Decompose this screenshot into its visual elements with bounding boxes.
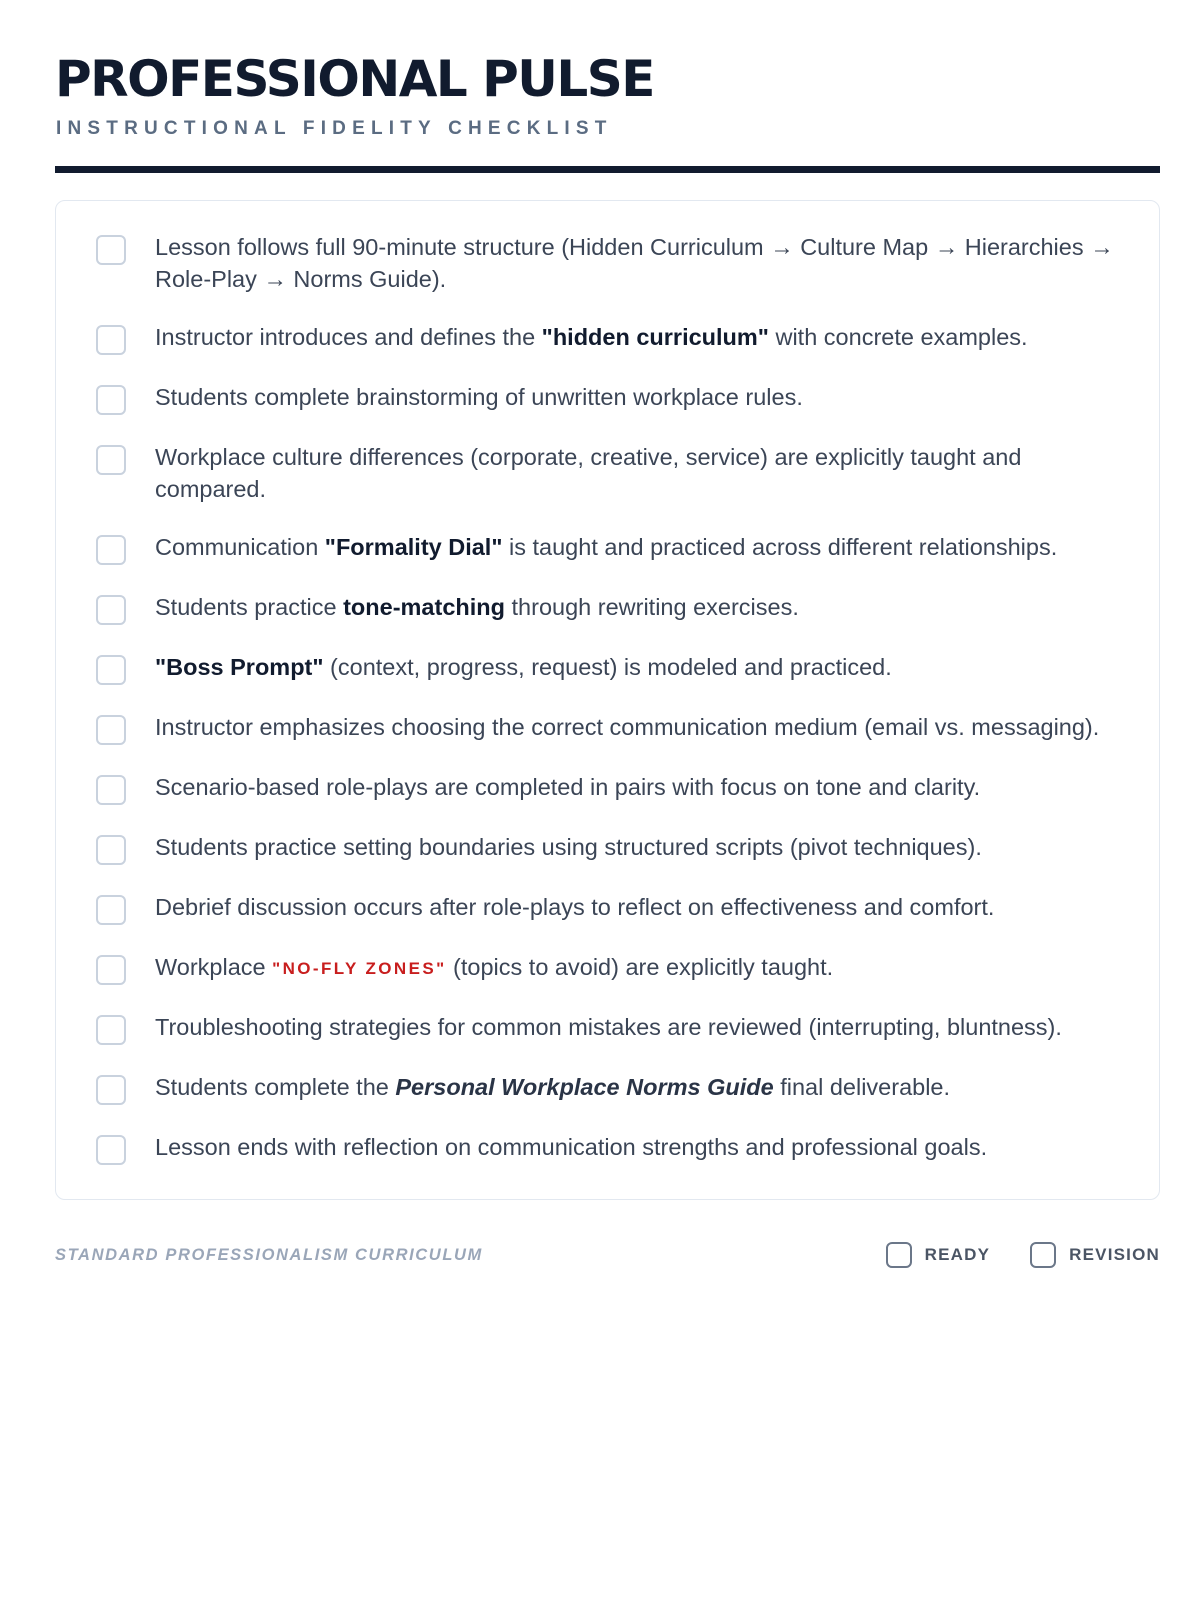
checklist-item-text bbox=[155, 951, 1119, 985]
checklist-item[interactable] bbox=[96, 531, 1119, 565]
checklist-checkbox[interactable] bbox=[96, 775, 126, 805]
checklist-item[interactable] bbox=[96, 1071, 1119, 1105]
checklist-checkbox[interactable] bbox=[96, 835, 126, 865]
highlighted-term: "hidden curriculum" bbox=[541, 324, 769, 350]
checklist-checkbox[interactable] bbox=[96, 655, 126, 685]
item-text-segment: Lesson follows full 90-minute structure (Hidden Curriculum → Culture Map → Hierarchies → Role-Play → Norms Guide). bbox=[155, 234, 1114, 292]
item-text-segment: is taught and practiced across different relationships. bbox=[502, 534, 1058, 560]
item-text-segment: Troubleshooting strategies for common mistakes are reviewed (interrupting, bluntness). bbox=[155, 1014, 1062, 1040]
item-text-segment: (topics to avoid) are explicitly taught. bbox=[446, 954, 834, 980]
checklist-item[interactable] bbox=[96, 951, 1119, 985]
checklist-checkbox[interactable] bbox=[96, 235, 126, 265]
checklist-item[interactable] bbox=[96, 711, 1119, 745]
checklist-item-text bbox=[155, 891, 1119, 923]
header bbox=[55, 0, 1160, 173]
curriculum-label: STANDARD PROFESSIONALISM CURRICULUM bbox=[55, 1245, 483, 1264]
checklist-checkbox[interactable] bbox=[96, 445, 126, 475]
checklist-checkbox[interactable] bbox=[96, 595, 126, 625]
item-text-segment: Instructor introduces and defines the bbox=[155, 324, 542, 350]
checklist-item-text bbox=[155, 231, 1119, 295]
item-text-segment: Workplace bbox=[155, 954, 273, 980]
item-text-segment: Debrief discussion occurs after role-plays to reflect on effectiveness and comfort. bbox=[155, 894, 995, 920]
checklist-checkbox[interactable] bbox=[96, 325, 126, 355]
checklist-item-text bbox=[155, 771, 1119, 803]
item-text-segment: final deliverable. bbox=[773, 1074, 951, 1100]
item-text-segment: Communication bbox=[155, 534, 325, 560]
item-text-segment: through rewriting exercises. bbox=[505, 594, 799, 620]
checklist-item-text bbox=[155, 531, 1119, 563]
checklist-item-text bbox=[155, 711, 1119, 743]
checklist-page bbox=[55, 0, 1160, 1268]
checklist-item[interactable] bbox=[96, 591, 1119, 625]
checklist-item-text bbox=[155, 321, 1119, 353]
ready-checkbox[interactable] bbox=[886, 1242, 912, 1268]
checklist-item[interactable] bbox=[96, 231, 1119, 295]
checklist-checkbox[interactable] bbox=[96, 1135, 126, 1165]
checklist-item-text bbox=[155, 381, 1119, 413]
item-text-segment: Students practice bbox=[155, 594, 344, 620]
checklist-item-text bbox=[155, 441, 1119, 505]
page-title: PROFESSIONAL PULSE bbox=[55, 50, 654, 108]
checklist-checkbox[interactable] bbox=[96, 1015, 126, 1045]
highlighted-term: Personal Workplace Norms Guide bbox=[395, 1074, 774, 1100]
highlighted-term: "Boss Prompt" bbox=[155, 654, 324, 680]
item-text-segment: Workplace culture differences (corporate, creative, service) are explicitly taught and compared. bbox=[155, 444, 1022, 502]
highlighted-term: "NO-FLY ZONES" bbox=[272, 959, 447, 978]
checklist-item[interactable] bbox=[96, 831, 1119, 865]
status-group bbox=[846, 1242, 1160, 1268]
checklist-item[interactable] bbox=[96, 1131, 1119, 1165]
revision-label: REVISION bbox=[1069, 1245, 1160, 1264]
header-divider bbox=[55, 166, 1160, 173]
item-text-segment: Lesson ends with reflection on communication strengths and professional goals. bbox=[155, 1134, 988, 1160]
checklist-checkbox[interactable] bbox=[96, 895, 126, 925]
revision-checkbox[interactable] bbox=[1030, 1242, 1056, 1268]
item-text-segment: with concrete examples. bbox=[768, 324, 1028, 350]
checklist-item[interactable] bbox=[96, 321, 1119, 355]
footer bbox=[55, 1242, 1160, 1268]
highlighted-term: tone-matching bbox=[343, 594, 505, 620]
checklist-item[interactable] bbox=[96, 651, 1119, 685]
checklist-item-text bbox=[155, 1131, 1119, 1163]
checklist-item[interactable] bbox=[96, 891, 1119, 925]
checklist-item[interactable] bbox=[96, 381, 1119, 415]
item-text-segment: (context, progress, request) is modeled and practiced. bbox=[323, 654, 892, 680]
checklist-item-text bbox=[155, 651, 1119, 683]
checklist-checkbox[interactable] bbox=[96, 715, 126, 745]
checklist-item-text bbox=[155, 1071, 1119, 1103]
checklist-checkbox[interactable] bbox=[96, 955, 126, 985]
item-text-segment: Students complete the bbox=[155, 1074, 396, 1100]
revision-status[interactable] bbox=[1030, 1242, 1160, 1268]
item-text-segment: Scenario-based role-plays are completed in pairs with focus on tone and clarity. bbox=[155, 774, 981, 800]
checklist-checkbox[interactable] bbox=[96, 1075, 126, 1105]
checklist-item-text bbox=[155, 591, 1119, 623]
checklist-item-text bbox=[155, 831, 1119, 863]
checklist-item[interactable] bbox=[96, 1011, 1119, 1045]
ready-label: READY bbox=[924, 1245, 991, 1264]
item-text-segment: Instructor emphasizes choosing the correct communication medium (email vs. messaging). bbox=[155, 714, 1100, 740]
checklist-checkbox[interactable] bbox=[96, 385, 126, 415]
checklist-card bbox=[55, 200, 1160, 1200]
checklist-item-text bbox=[155, 1011, 1119, 1043]
item-text-segment: Students practice setting boundaries using structured scripts (pivot techniques). bbox=[155, 834, 982, 860]
ready-status[interactable] bbox=[886, 1242, 991, 1268]
checklist-item[interactable] bbox=[96, 441, 1119, 505]
page-subtitle: INSTRUCTIONAL FIDELITY CHECKLIST bbox=[56, 118, 613, 139]
checklist-checkbox[interactable] bbox=[96, 535, 126, 565]
item-text-segment: Students complete brainstorming of unwritten workplace rules. bbox=[155, 384, 803, 410]
checklist-item[interactable] bbox=[96, 771, 1119, 805]
highlighted-term: "Formality Dial" bbox=[324, 534, 503, 560]
